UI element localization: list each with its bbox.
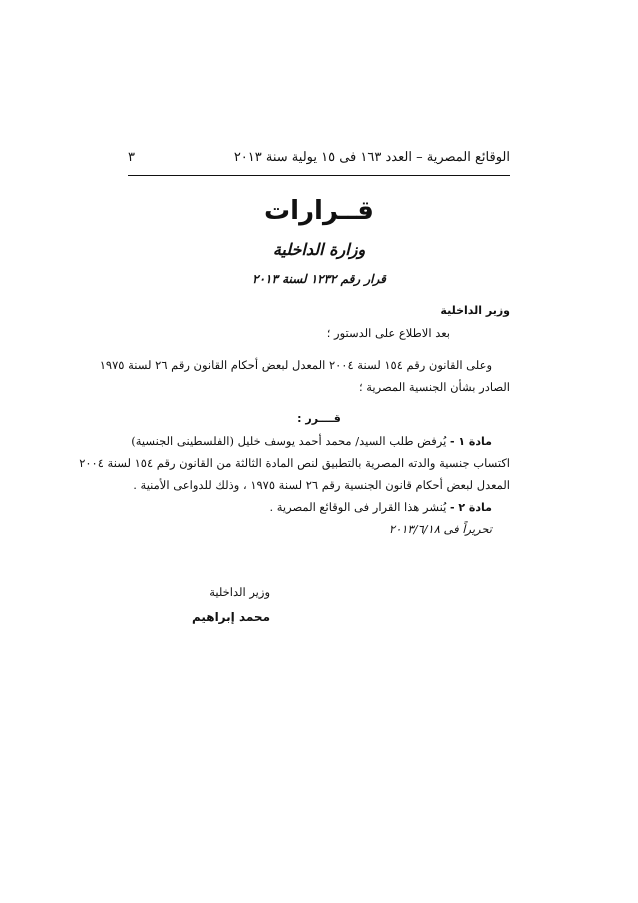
issuer: وزير الداخلية — [440, 304, 510, 317]
preamble-law: وعلى القانون رقم ١٥٤ لسنة ٢٠٠٤ المعدل لبعض أحكام القانون رقم ٢٦ لسنة ١٩٧٥ — [99, 358, 492, 372]
date-line — [128, 518, 510, 540]
article-1-line-1: يُرفض طلب السيد/ محمد أحمد يوسف خليل (الفلسطينى الجنسية) — [131, 434, 447, 448]
preamble-constitution: بعد الاطلاع على الدستور ؛ — [326, 326, 450, 340]
page-number: ٣ — [128, 149, 135, 165]
signature-name: محمد إبراهيم — [191, 610, 270, 624]
article-1-line-3: المعدل لبعض أحكام قانون الجنسية رقم ٢٦ لسنة ١٩٧٥ ، وذلك للدواعى الأمنية . — [133, 478, 510, 492]
decree-body — [79, 300, 510, 540]
gazette-issue-line: الوقائع المصرية – العدد ١٦٣ فى ١٥ يولية سنة ٢٠١٣ — [233, 149, 510, 165]
article-2-text: يُنشر هذا القرار فى الوقائع المصرية . — [269, 500, 447, 514]
ministry-name: وزارة الداخلية — [272, 240, 366, 259]
article-2 — [128, 496, 510, 518]
preamble-nationality: الصادر بشأن الجنسية المصرية ؛ — [358, 380, 510, 394]
decided-heading: قــــرر : — [297, 412, 341, 425]
section-title: قــرارات — [264, 196, 374, 226]
article-1-label: مادة ١ - — [449, 435, 492, 448]
decree-number: قرار رقم ١٢٣٢ لسنة ٢٠١٣ — [252, 272, 386, 286]
signature-title: وزير الداخلية — [209, 585, 270, 599]
article-1-line-2: اكتساب جنسية والدته المصرية بالتطبيق لنص المادة الثالثة من القانون رقم ١٥٤ لسنة ٢٠٠٤ — [79, 456, 510, 470]
article-2-label: مادة ٢ - — [449, 501, 492, 514]
date-text: تحريراً فى ٢٠١٣/٦/١٨ — [388, 522, 492, 536]
header-divider — [128, 175, 510, 176]
article-1 — [128, 430, 510, 452]
page-header — [128, 144, 510, 170]
